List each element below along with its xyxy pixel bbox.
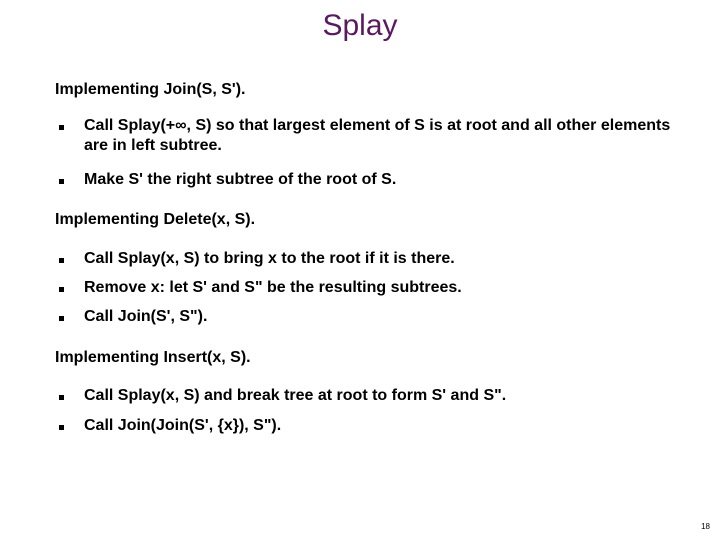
bullet-text: Call Splay(x, S) to bring x to the root if it is there.: [84, 250, 455, 267]
slide-title: Splay: [322, 9, 398, 42]
section-delete: [55, 210, 695, 327]
bullet-text: Remove x: let S' and S" be the resulting subtrees.: [84, 279, 462, 296]
bullet-text: Call Join(Join(S', {x}), S").: [84, 417, 282, 434]
bullet-square-icon: [59, 287, 64, 292]
bullet-square-icon: [59, 125, 64, 130]
bullet-item: [55, 116, 695, 156]
section-insert: [55, 348, 695, 436]
bullet-item: [55, 249, 695, 269]
section-heading: Implementing Insert(x, S).: [55, 349, 251, 366]
bullet-item: [55, 170, 695, 190]
section-join: [55, 80, 695, 190]
bullet-list: [55, 386, 695, 436]
bullet-square-icon: [59, 395, 64, 400]
bullet-square-icon: [59, 316, 64, 321]
bullet-square-icon: [59, 179, 64, 184]
page-number: 18: [701, 522, 710, 531]
bullet-text: Make S' the right subtree of the root of S.: [84, 171, 397, 188]
bullet-square-icon: [59, 258, 64, 263]
bullet-list: [55, 249, 695, 327]
bullet-text: Call Splay(+∞, S) so that largest element of S is at root and all other elements are in left subtree.: [84, 117, 671, 154]
bullet-item: [55, 386, 695, 406]
bullet-square-icon: [59, 425, 64, 430]
bullet-item: [55, 278, 695, 298]
section-heading: Implementing Join(S, S').: [55, 81, 246, 98]
bullet-text: Call Join(S', S").: [84, 308, 208, 325]
bullet-text: Call Splay(x, S) and break tree at root to form S' and S".: [84, 387, 507, 404]
bullet-item: [55, 416, 695, 436]
section-heading: Implementing Delete(x, S).: [55, 211, 256, 228]
bullet-list: [55, 116, 695, 190]
bullet-item: [55, 307, 695, 327]
